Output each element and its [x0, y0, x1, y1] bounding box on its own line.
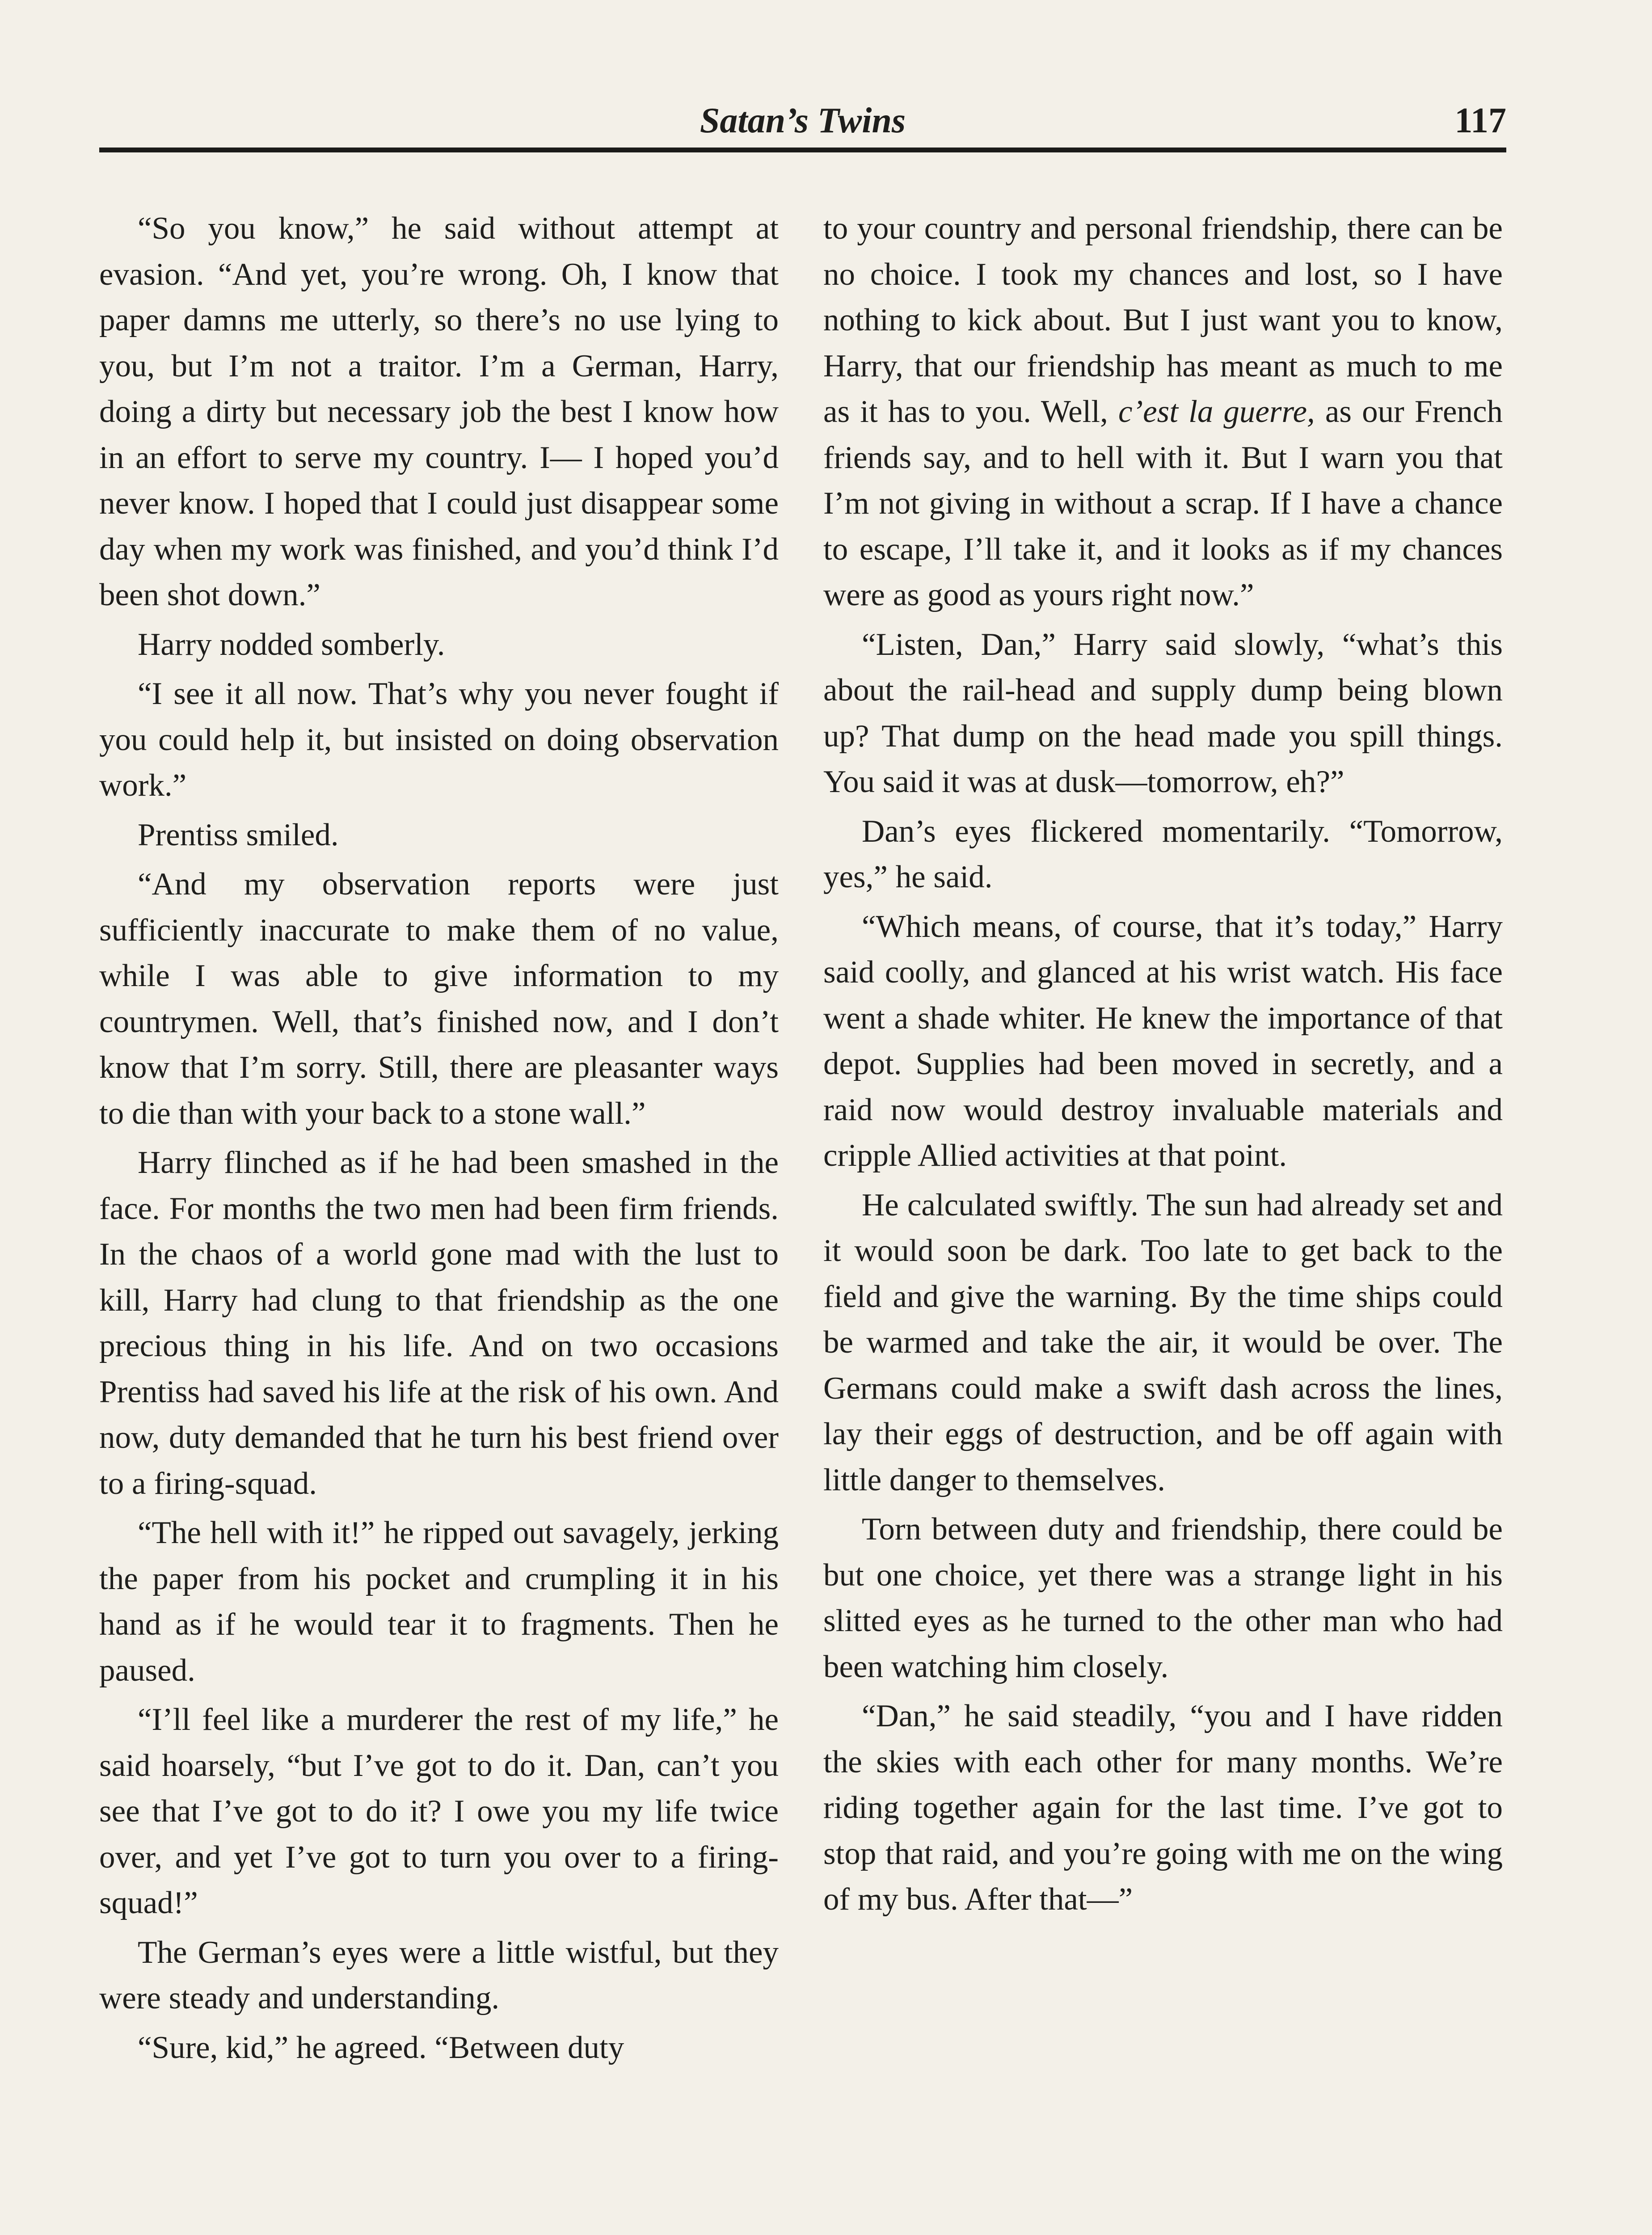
paragraph: Prentiss smiled. [138, 817, 339, 852]
paragraph: “Which means, of course, that it’s today,” Harry said coolly, and glanced at his wrist watch. His face went a shade whiter. He knew the importance of that depot. Supplies had been moved in secretly, and a raid now would destroy invaluable materials and cripple Allied activities at that point. [823, 909, 1503, 1173]
paragraph: “I see it all now. That’s why you never fought if you could help it, but insisted on doing observation work.” [99, 676, 779, 803]
paragraph: “So you know,” he said without attempt at evasion. “And yet, you’re wrong. Oh, I know that paper damns me utterly, so there’s no use lying to you, but I’m not a traitor. I’m a German, Harry, doing a dirty but necessary job the best I know how in an effort to serve my country. I— I hoped you’d never know. I hoped that I could just disappear some day when my work was finished, and you’d think I’d been shot down.” [99, 211, 779, 612]
paragraph: Harry nodded somberly. [138, 627, 445, 662]
left-column [99, 206, 779, 2235]
continued-text-end: as our French friends say, and to hell with it. But I warn you that I’m not giving in without a scrap. If I have a chance to escape, I’ll take it, and it looks as if my chances were as good as yours right now.” [823, 394, 1503, 612]
continued-paragraph [823, 206, 1503, 618]
paragraph: Harry flinched as if he had been smashed in the face. For months the two men had been firm friends. In the chaos of a world gone mad with the lust to kill, Harry had clung to that friendship as the one precious thing in his life. And on two occasions Prentiss had saved his life at the risk of his own. And now, duty demanded that he turn his best friend over to a firing-squad. [99, 1145, 779, 1501]
paragraph: “The hell with it!” he ripped out savagely, jerking the paper from his pocket and crumpling it in his hand as if he would tear it to fragments. Then he paused. [99, 1515, 779, 1688]
paragraph: He calculated swiftly. The sun had already set and it would soon be dark. Too late to get back to the field and give the warning. By the time ships could be warmed and take the air, it would be over. The Germans could make a swift dash across the lines, lay their eggs of destruction, and be off again with little danger to themselves. [823, 1187, 1503, 1497]
paragraph: “I’ll feel like a murderer the rest of my life,” he said hoarsely, “but I’ve got to do it. Dan, can’t you see that I’ve got to do it? I owe you my life twice over, and yet I’ve got to turn you over to a firing-squad!” [99, 1702, 779, 1920]
italic-phrase: c’est la guerre, [1118, 394, 1315, 429]
paragraph: “Listen, Dan,” Harry said slowly, “what’s this about the rail-head and supply dump being blown up? That dump on the head made you spill things. You said it was at dusk—tomorrow, eh?” [823, 627, 1503, 799]
running-header [99, 96, 1506, 152]
paragraph: “Dan,” he said steadily, “you and I have ridden the skies with each other for many months. We’re riding together again for the last time. I’ve got to stop that raid, and you’re going with me on the wing of my bus. After that—” [823, 1699, 1503, 1917]
paragraph: Torn between duty and friendship, there could be but one choice, yet there was a strange light in his slitted eyes as he turned to the other man who had been watching him closely. [823, 1512, 1503, 1684]
continued-text: to your country and personal friendship, there can be no choice. I took my chances and lost, so I have nothing to kick about. But I just want you to know, Harry, that our friendship has meant as much to me as it has to you. Well, [823, 211, 1503, 429]
right-column [823, 206, 1503, 2235]
running-title: Satan’s Twins [700, 101, 906, 140]
paragraph: “And my observation reports were just sufficiently inaccurate to make them of no value, while I was able to give information to my countrymen. Well, that’s finished now, and I don’t know that I’m sorry. Still, there are pleasanter ways to die than with your back to a stone wall.” [99, 867, 779, 1131]
paragraph: Dan’s eyes flickered momentarily. “Tomorrow, yes,” he said. [823, 814, 1503, 894]
paragraph: The German’s eyes were a little wistful, but they were steady and understanding. [99, 1935, 779, 2016]
page-number: 117 [1454, 101, 1506, 140]
paragraph: “Sure, kid,” he agreed. “Between duty [138, 2030, 624, 2065]
